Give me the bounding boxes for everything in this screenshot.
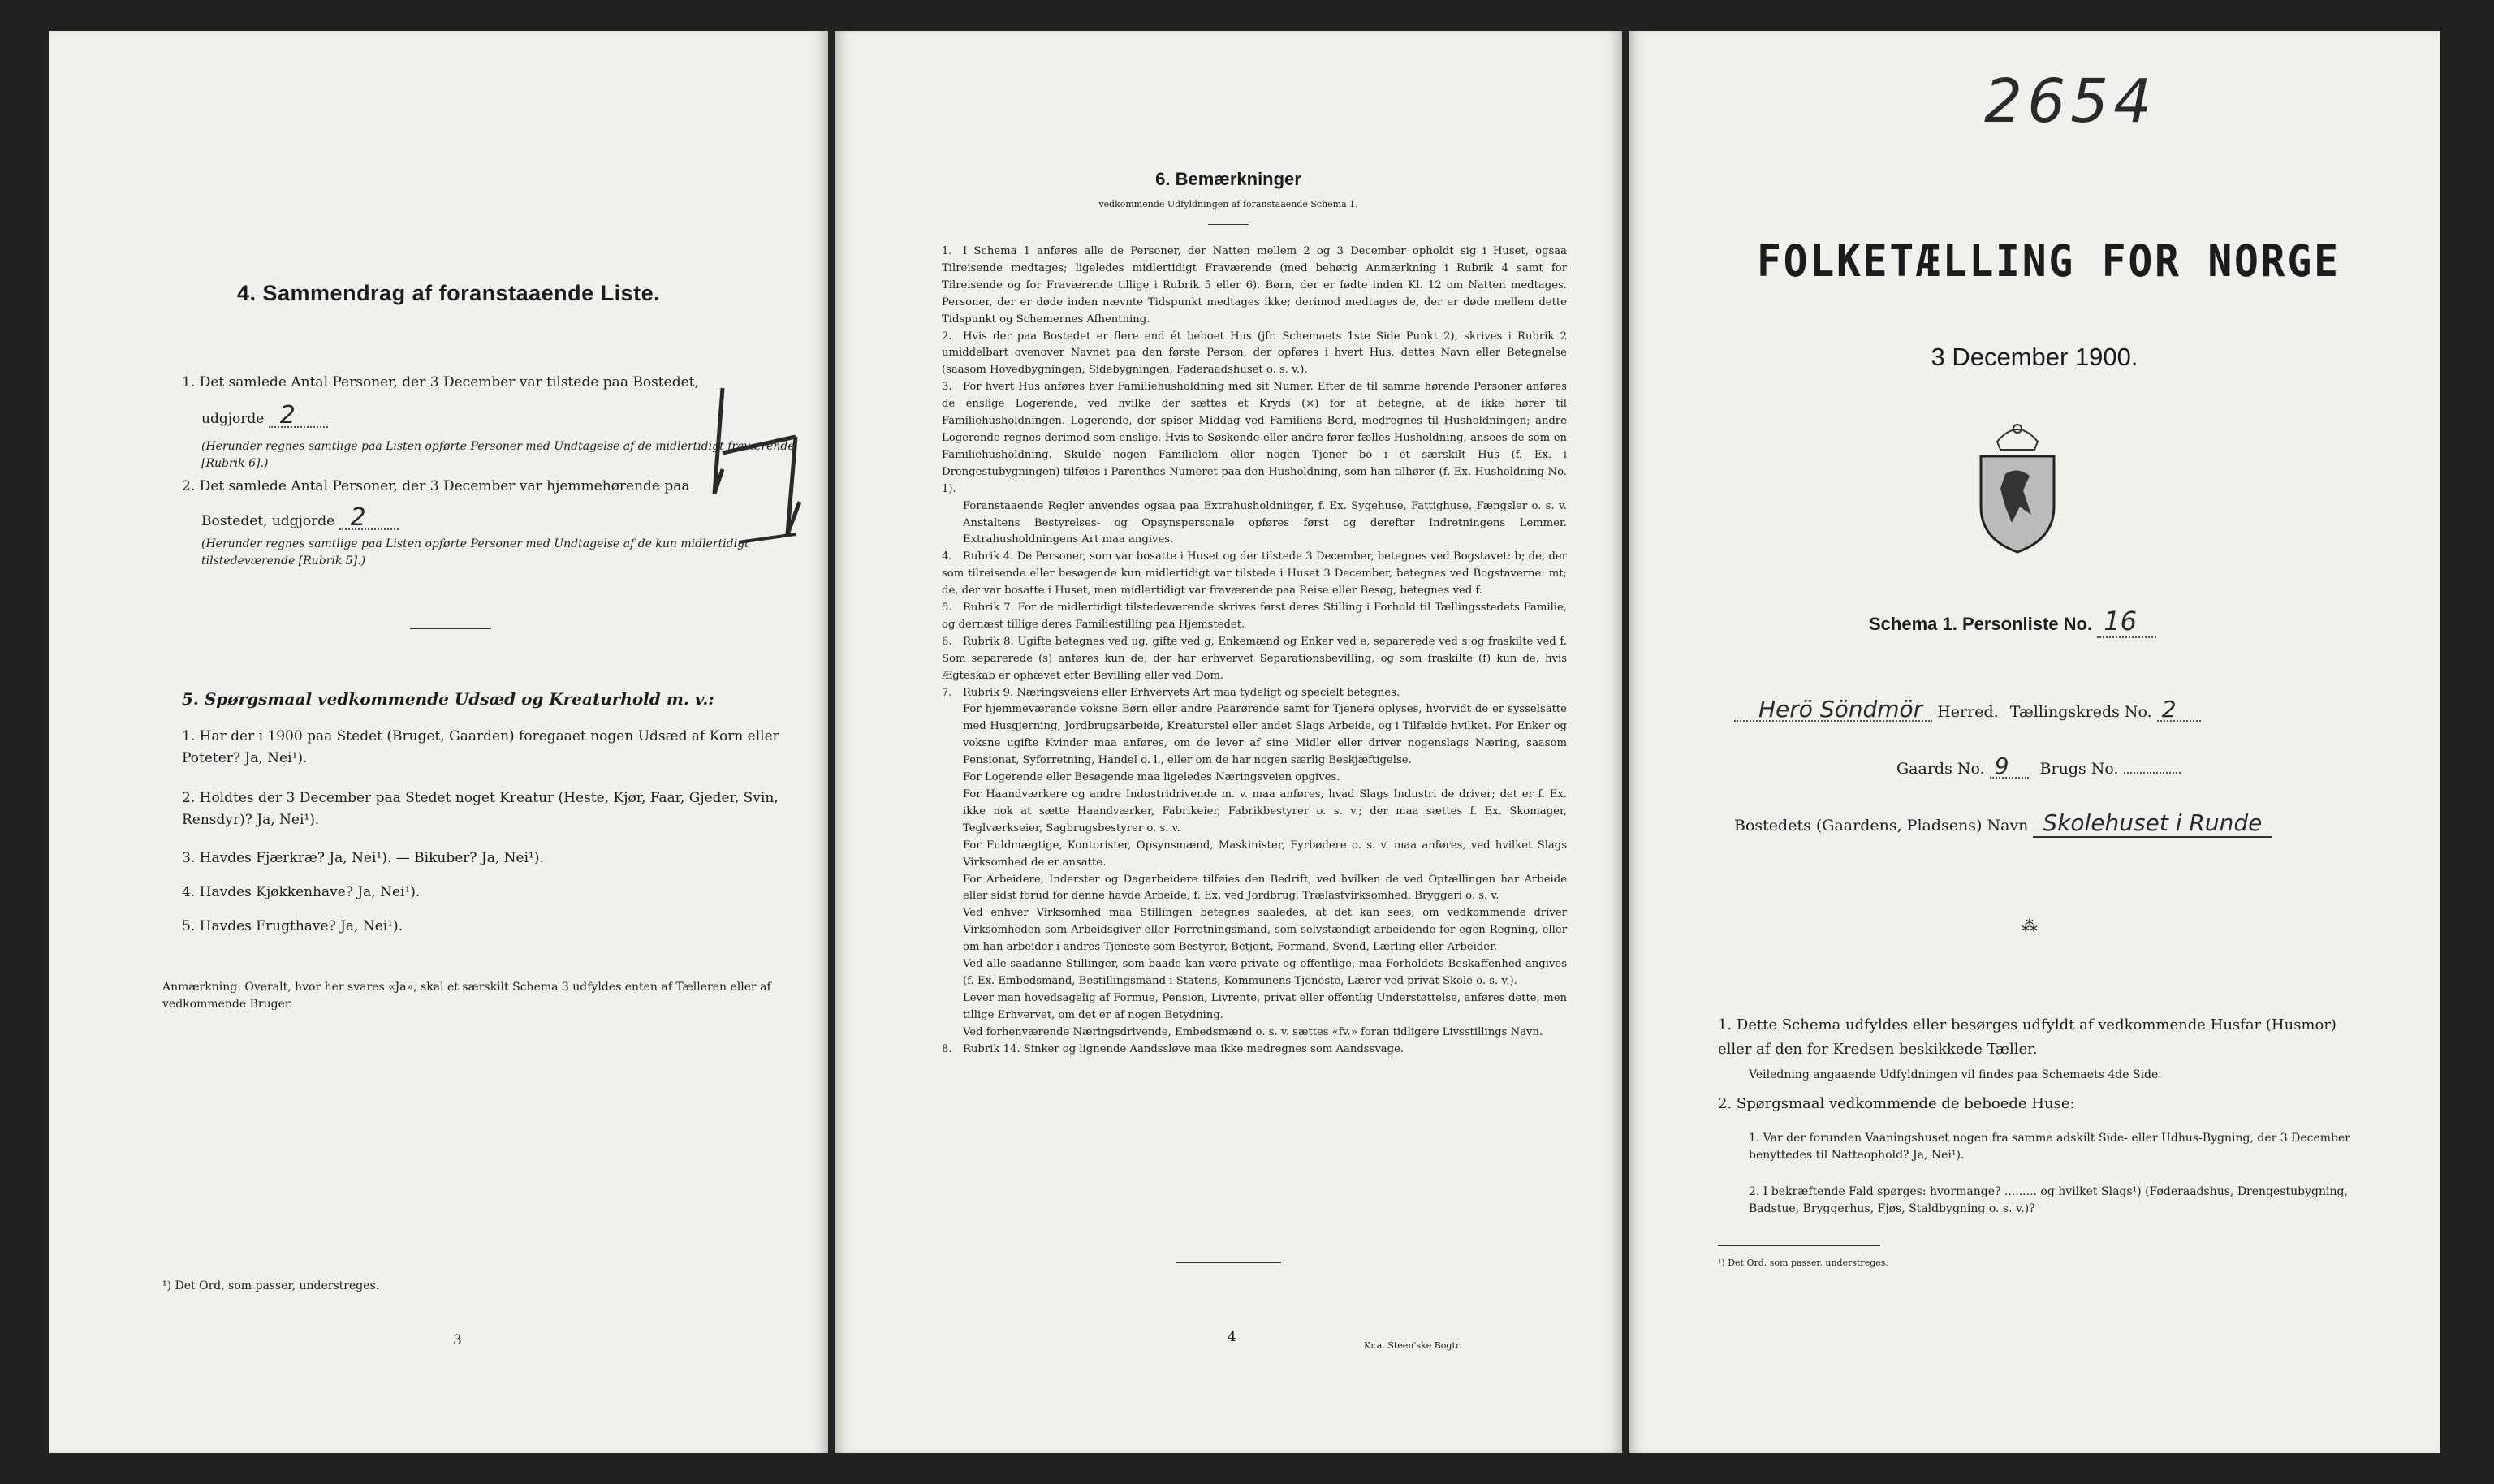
herred-label: Herred. xyxy=(1937,703,1999,721)
remark-item xyxy=(942,872,1567,906)
footnote: ¹) Det Ord, som passer, understreges. xyxy=(162,1279,380,1292)
footnote: ¹) Det Ord, som passer, understreges. xyxy=(1718,1258,1888,1268)
remark-item xyxy=(942,787,1567,838)
ornament: ⁂ xyxy=(2022,916,2038,935)
remark-item xyxy=(942,770,1567,787)
section4-title: 4. Sammendrag af foranstaaende Liste. xyxy=(237,281,661,305)
remark-item xyxy=(942,1042,1567,1059)
remark-item xyxy=(942,701,1567,770)
remark-text: Rubrik 9. Næringsveiens eller Erhvervets Art maa tydeligt og specielt betegnes. xyxy=(963,686,1400,699)
gaards-value: 9 xyxy=(1990,755,2029,779)
question-4: 4. Havdes Kjøkkenhave? Ja, Nei¹). xyxy=(182,884,421,900)
remark-item xyxy=(942,244,1567,329)
remarks-subtitle: vedkommende Udfyldningen af foranstaaende Schema 1. xyxy=(1098,199,1358,209)
question-5: 5. Havdes Frugthave? Ja, Nei¹). xyxy=(182,918,403,934)
remark-item xyxy=(942,498,1567,550)
census-date: 3 December 1900. xyxy=(1931,343,2138,371)
herred-value: Herö Söndmör xyxy=(1734,698,1932,722)
remark-item xyxy=(942,838,1567,872)
remark-text: Ved forhenværende Næringsdrivende, Embedsmænd o. s. v. sættes «fv.» foran tidligere Livsstillings Navn. xyxy=(963,1025,1543,1038)
brugs-label: Brugs No. xyxy=(2039,760,2119,778)
remark-text: Rubrik 4. De Personer, som var bosatte i Huset og der tilstede 3 December, betegnes ved Bogstavet: b; de, der som tilreisende eller besøgende kun midlertidigt var tilstede i Huset 3 December, betegnes ved Bogstaverne: mt; de, der var bosatte i Huset, men midlertidigt var fraværende paa Reise eller Besøg, betegnes ved f. xyxy=(942,550,1567,597)
gaards-label: Gaards No. xyxy=(1896,760,1985,778)
remark-text: For hvert Hus anføres hver Familiehusholdning med sit Numer. Efter de til samme hørende Personer anføres de enslige Logerende, ved hvilke der sættes et Kryds (×) for at betegne, at de ikke hører til Familiehusholdningen. Logerende, der spiser Middag ved Familiens Bord, medregnes til Husholdningen; andre Logerende regnes derimod som enslige. Hvis to Søskende eller andre fører fælles Husholdning, ansees de som en Familiehusholdning. Skulde nogen Familielem eller nogen Tjener bo i et særskilt Hus (f. Ex. i Drengestubygningen) tilføies i Parenthes Numeret paa den Husholdning, som han tilhører (f. Ex. Husholdning No. 1). xyxy=(942,381,1567,495)
remark-item xyxy=(942,990,1567,1025)
remark-number: 2. xyxy=(942,330,952,343)
remark-number: 4. xyxy=(942,550,952,563)
remark-number: 6. xyxy=(942,635,952,648)
remark-item xyxy=(942,634,1567,685)
remark-item xyxy=(942,379,1567,498)
remark-text: Lever man hovedsagelig af Formue, Pension, Livrente, privat eller offentlig Understøttelse, anføres dette, men tillige Erhvervet, om det er af nogen Betydning. xyxy=(963,991,1567,1021)
remark-text: Rubrik 14. Sinker og lignende Aandssløve maa ikke medregnes som Aandssvage. xyxy=(963,1042,1404,1055)
remark-number: 1. xyxy=(942,245,952,257)
bosted-label: Bostedets (Gaardens, Pladsens) Navn xyxy=(1734,817,2029,835)
item1-value: 2 xyxy=(269,404,328,428)
instruction-2-1: 1. Var der forunden Vaaningshuset nogen fra samme adskilt Side- eller Udhus-Bygning, der 3 December benyttedes til Natteophold? Ja, Nei¹). xyxy=(1749,1132,2350,1162)
remark-item xyxy=(942,905,1567,956)
item1-line: 1. Det samlede Antal Personer, der 3 December var tilstede paa Bostedet, xyxy=(182,374,699,390)
remark-number: 5. xyxy=(942,602,952,615)
remark-number: 7. xyxy=(942,686,952,699)
divider xyxy=(1176,1262,1281,1263)
instruction-1: 1. Dette Schema udfyldes eller besørges udfyldt af vedkommende Husfar (Husmor) eller af den for Kredsen beskikkede Tæller. xyxy=(1718,1016,2337,1058)
remark: Anmærkning: Overalt, hvor her svares «Ja», skal et særskilt Schema 3 udfyldes enten af Tælleren eller af vedkommende Bruger. xyxy=(162,981,771,1011)
schema-label: Schema 1. Personliste No. xyxy=(1869,614,2093,634)
item2-value: 2 xyxy=(339,507,399,530)
remark-text: Ved alle saadanne Stillinger, som baade kan være private og offentlige, maa Forholdets Beskaffenhed angives (f. Ex. Embedsmand, Bestillingsmand i Statens, Kommunens Tjeneste, Lærer ved privat Skole o. s. v.). xyxy=(963,958,1567,987)
right-page xyxy=(1629,31,2440,1453)
tally-marks xyxy=(690,372,828,567)
remark-item xyxy=(942,1025,1567,1042)
remark-text: I Schema 1 anføres alle de Personer, der Natten mellem 2 og 3 December opholdt sig i Huset, ogsaa Tilreisende medtages; ligeledes midlertidigt Fraværende (med behørig Anmærkning i Rubrik 4 samt for Tilreisende og for Fraværende tillige i Rubrik 5 eller 6). Børn, der er fødte inden Kl. 12 om Natten medtages. Personer, der er døde inden nævnte Tidspunkt medtages ikke; derimod medtages de, der er døde mellem dette Tidspunkt og Schemernes Afhentning. xyxy=(942,245,1567,326)
remark-text: Hvis der paa Bostedet er flere end ét beboet Hus (jfr. Schemaets 1ste Side Punkt 2), skrives i Rubrik 2 umiddelbart ovenover Navnet paa den første Person, der opføres i hvert Hus, dettes Navn eller Betegnelse (saasom Hovedbygningen, Sidebygningen, Føderaadshuset o. s. v.). xyxy=(942,330,1567,377)
remark-item xyxy=(942,956,1567,990)
remark-text: For hjemmeværende voksne Børn eller andre Paarørende samt for Tjenere oplyses, hvorvidt de er sysselsatte med Husgjerning, Jordbrugsarbeide, Kreaturstel eller andet Slags Arbeide, og i Tilfælde hvilket. For Enker og voksne ugifte Kvinder maa anføres, om de lever af sine Midler eller driver nogenslags Næring, saasom Pensionat, Syforretning, Handel o. l., eller om de har nogen særlig Beskjæftigelse. xyxy=(963,703,1567,767)
personliste-number: 16 xyxy=(2097,606,2156,638)
instruction-1-note: Veiledning angaaende Udfyldningen vil findes paa Schemaets 4de Side. xyxy=(1749,1068,2162,1081)
bosted-value: Skolehuset i Runde xyxy=(2033,809,2272,838)
instruction-2: 2. Spørgsmaal vedkommende de beboede Huse: xyxy=(1718,1095,2075,1112)
remark-text: Rubrik 7. For de midlertidigt tilstedeværende skrives først deres Stilling i Forhold til Tællingsstedets Familie, og dernæst tillige deres Familiestilling paa Hjemstedet. xyxy=(942,602,1567,631)
question-1: 1. Har der i 1900 paa Stedet (Bruget, Gaarden) foregaaet nogen Udsæd af Korn eller Poteter? Ja, Nei¹). xyxy=(182,728,779,766)
coat-of-arms-icon xyxy=(1973,417,2062,555)
question-3: 3. Havdes Fjærkræ? Ja, Nei¹). — Bikuber? Ja, Nei¹). xyxy=(182,850,544,866)
question-2: 2. Holdtes der 3 December paa Stedet noget Kreatur (Heste, Kjør, Faar, Gjeder, Svin, Rensdyr)? Ja, Nei¹). xyxy=(182,790,779,828)
remark-item xyxy=(942,549,1567,600)
left-page xyxy=(49,31,828,1453)
remarks-title: 6. Bemærkninger xyxy=(1155,169,1301,189)
item2-line: 2. Det samlede Antal Personer, der 3 December var hjemmehørende paa xyxy=(182,478,690,494)
item2-note: (Herunder regnes samtlige paa Listen opførte Personer med Undtagelse af de kun midlertidigt tilstedeværende [Rubrik 5].) xyxy=(201,537,749,567)
archive-number: 2654 xyxy=(1984,67,2157,136)
remark-text: Ved enhver Virksomhed maa Stillingen betegnes saaledes, at det kan sees, om vedkommende driver Virksomheden som Arbeidsgiver eller Forretningsmand, som selvstændigt arbeidende for egen Regning, eller om han arbeider i andres Tjeneste som Bestyrer, Betjent, Formand, Svend, Lærling eller Arbeider. xyxy=(963,907,1567,954)
remark-text: For Haandværkere og andre Industridrivende m. v. maa anføres, hvad Slags Industri de driver; det er f. Ex. ikke nok at sætte Haandværker, Fabrikeier, Fabrikbestyrer o. s. v.; der maa sættes f. Ex. Skomager, Teglværkseier, Sagbrugsbestyrer o. s. v. xyxy=(963,788,1567,835)
remark-text: Foranstaaende Regler anvendes ogsaa paa Extrahusholdninger, f. Ex. Sygehuse, Fattighuse, Fængsler o. s. v. Anstaltens Bestyrelses- og Opsynspersonale opføres først og derefter Indretningens Lemmer. Extrahusholdningens Art maa angives. xyxy=(963,499,1567,546)
remark-text: For Logerende eller Besøgende maa ligeledes Næringsveien opgives. xyxy=(963,771,1340,784)
remark-item xyxy=(942,329,1567,380)
middle-page xyxy=(835,31,1622,1453)
page-number: 3 xyxy=(453,1332,462,1348)
page-number: 4 xyxy=(1228,1329,1236,1345)
remark-item xyxy=(942,685,1567,702)
census-title: FOLKETÆLLING FOR NORGE xyxy=(1757,235,2341,287)
remark-item xyxy=(942,600,1567,634)
instruction-2-2: 2. I bekræftende Fald spørges: hvormange? ......... og hvilket Slags¹) (Føderaadshus, Drengestubygning, Badstue, Bryggerhus, Fjøs, Staldbygning o. s. v.)? xyxy=(1749,1185,2348,1215)
section5-title: 5. Spørgsmaal vedkommende Udsæd og Kreaturhold m. v.: xyxy=(182,689,714,709)
remarks-list xyxy=(942,244,1567,1059)
remark-text: For Arbeidere, Inderster og Dagarbeidere tilføies den Bedrift, ved hvilken de ved Optællingen har Arbeide eller sidst forud for denne havde Arbeide, f. Ex. ved Jordbrug, Trælastvirksomhed, Bryggeri o. s. v. xyxy=(963,873,1567,903)
printer-mark: Kr.a. Steen'ske Bogtr. xyxy=(1364,1340,1462,1351)
remark-number: 3. xyxy=(942,381,952,394)
divider xyxy=(410,628,491,629)
kreds-value: 2 xyxy=(2157,698,2201,722)
item1-label: udgjorde xyxy=(201,411,265,427)
remark-text: For Fuldmægtige, Kontorister, Opsynsmænd, Maskinister, Fyrbødere o. s. v. maa anføres, ved hvilket Slags Virksomhed de er ansatte. xyxy=(963,839,1567,869)
item1-note: (Herunder regnes samtlige paa Listen opførte Personer med Undtagelse af de midlertidigt fraværende [Rubrik 6].) xyxy=(201,440,795,470)
remark-number: 8. xyxy=(942,1042,952,1055)
kreds-label: Tællingskreds No. xyxy=(2009,703,2152,721)
item2-label: Bostedet, udgjorde xyxy=(201,513,335,529)
remark-text: Rubrik 8. Ugifte betegnes ved ug, gifte ved g, Enkemænd og Enker ved e, separerede ved s og fraskilte ved f. Som separerede (s) anføres kun de, der har erhvervet Separationsbevilling, og som fraskilte (f) kun de, hvis Ægteskab er ophævet efter Bevilling eller ved Dom. xyxy=(942,635,1567,682)
